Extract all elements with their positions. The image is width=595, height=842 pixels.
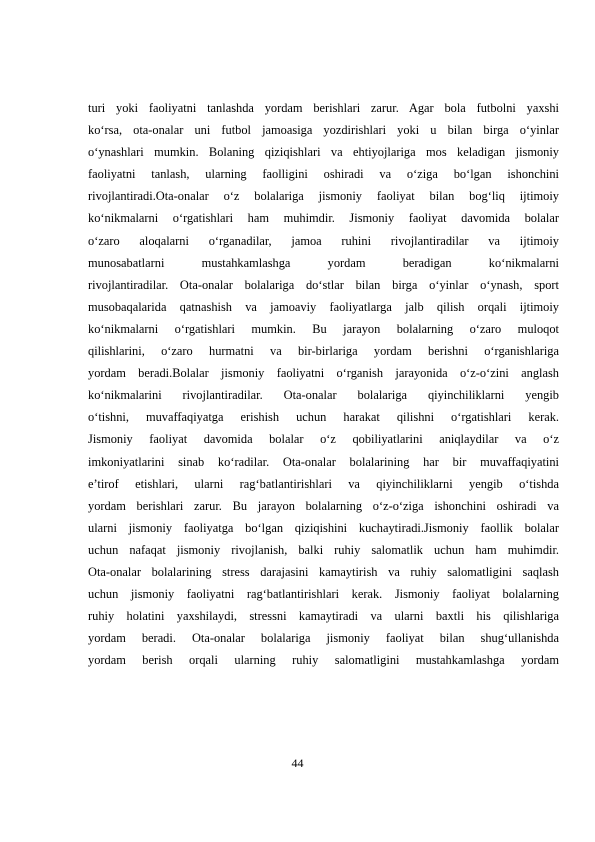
text-line-19: yordam berishlari zarur. Bu jarayon bolalarning o‘z-o‘ziga ishonchini oshiradi va — [88, 498, 559, 513]
text-line-13: yordam beradi.Bolalar jismoniy faoliyatni o‘rganish jarayonida o‘z-o‘zini anglash — [88, 366, 559, 381]
text-line-16: Jismoniy faoliyat davomida bolalar o‘z qobiliyatlarini aniqlaydilar va o‘z — [88, 432, 559, 447]
text-line-10: musobaqalarida qatnashish va jamoaviy faoliyatlarga jalb qilish orqali ijtimoiy — [88, 299, 559, 314]
text-line-1: turi yoki faoliyatni tanlashda yordam berishlari zarur. Agar bola futbolni yaxshi — [88, 101, 559, 115]
text-line-14: ko‘nikmalarini rivojlantiradilar. Ota-onalar bolalariga qiyinchiliklarni yengib — [88, 388, 559, 403]
text-line-25: yordam beradi. Ota-onalar bolalariga jismoniy faoliyat bilan shug‘ullanishda — [88, 631, 559, 646]
text-line-2: ko‘rsa, ota-onalar uni futbol jamoasiga yozdirishlari yoki u bilan birga o‘yinlar — [88, 123, 559, 138]
text-line-26: yordam berish orqali ularning ruhiy salomatligini mustahkamlashga yordam — [88, 653, 559, 668]
text-line-4: faoliyatni tanlash, ularning faolligini oshiradi va o‘ziga bo‘lgan ishonchini — [88, 167, 559, 182]
text-line-24: ruhiy holatini yaxshilaydi, stressni kamaytiradi va ularni baxtli his qilishlariga — [88, 609, 559, 624]
text-line-20: ularni jismoniy faoliyatga bo‘lgan qiziqishini kuchaytiradi.Jismoniy faollik bolalar — [88, 520, 559, 535]
text-line-23: uchun jismoniy faoliyatni rag‘batlantirishlari kerak. Jismoniy faoliyat bolalarning — [88, 587, 559, 602]
page-number: 44 — [291, 756, 304, 770]
text-line-7: o‘zaro aloqalarni o‘rganadilar, jamoa ruhini rivojlantiradilar va ijtimoiy — [88, 233, 559, 248]
text-line-12: qilishlarini, o‘zaro hurmatni va bir-birlariga yordam berishni o‘rganishlariga — [88, 344, 559, 359]
text-line-18: e’tirof etishlari, ularni rag‘batlantirishlari va qiyinchiliklarni yengib o‘tishda — [88, 476, 559, 491]
body-text — [88, 97, 559, 671]
text-line-5: rivojlantiradi.Ota-onalar o‘z bolalariga jismoniy faoliyat bilan bog‘liq ijtimoiy — [88, 189, 559, 204]
text-line-9: rivojlantiradilar. Ota-onalar bolalariga do‘stlar bilan birga o‘yinlar o‘ynash, sport — [88, 277, 559, 292]
text-line-21: uchun nafaqat jismoniy rivojlanish, balki ruhiy salomatlik uchun ham muhimdir. — [88, 542, 559, 557]
text-line-6: ko‘nikmalarni o‘rgatishlari ham muhimdir. Jismoniy faoliyat davomida bolalar — [88, 211, 559, 226]
text-line-3: o‘ynashlari mumkin. Bolaning qiziqishlari va ehtiyojlariga mos keladigan jismoniy — [88, 145, 559, 160]
text-line-11: ko‘nikmalarni o‘rgatishlari mumkin. Bu jarayon bolalarning o‘zaro muloqot — [88, 321, 559, 336]
text-line-17: imkoniyatlarini sinab ko‘radilar. Ota-onalar bolalarining har bir muvaffaqiyatini — [88, 454, 559, 469]
text-line-8: munosabatlarni mustahkamlashga yordam beradigan ko‘nikmalarni — [88, 255, 559, 270]
text-line-22: Ota-onalar bolalarining stress darajasini kamaytirish va ruhiy salomatligini saqlash — [88, 564, 559, 579]
text-line-15: o‘tishni, muvaffaqiyatga erishish uchun harakat qilishni o‘rgatishlari kerak. — [88, 410, 559, 425]
